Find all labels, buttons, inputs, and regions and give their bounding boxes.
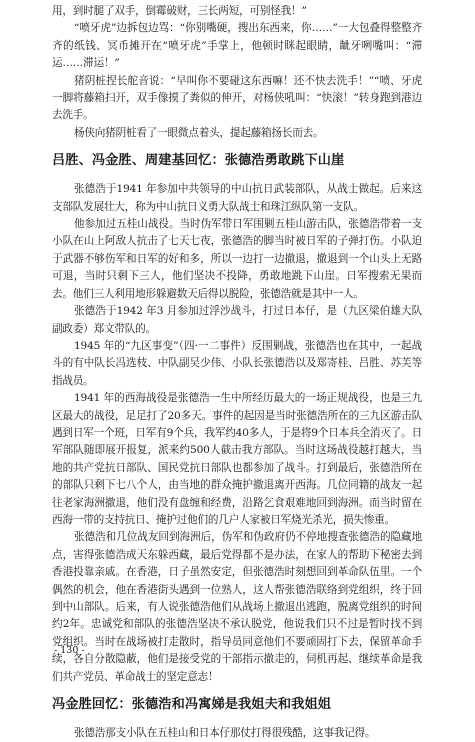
spacer <box>52 142 422 151</box>
paragraph: “喷牙虎”边拆包边骂：“你别嘴硬，搜出东西来，你……”一大包叠得整整齐齐的纸钱、冥币摊开在“喷牙虎”手掌上，他顿时眯起眼睛，龇牙咧嘴叫：“滞运……滞运！” <box>52 22 422 70</box>
section-heading: 冯金胜回忆：张德浩和冯寓娣是我姐夫和我姐姐 <box>52 697 332 713</box>
paragraph: 1945 年的“九区事变”（四·一二事件）反围剿战，张德浩也在其中，一起战斗的有中队长冯选枝、中队副吴少伟、小队长张德浩以及郑寄桂、吕胜、苏芙等指战员。 <box>52 339 422 387</box>
spacer <box>52 171 422 181</box>
paragraph: 杨侠向猪阴桩看了一眼微点着头，提起藤箱扬长而去。 <box>74 126 324 139</box>
document-page <box>52 3 422 742</box>
spacer <box>52 715 422 725</box>
paragraph: 张德浩和几位战友回到海洲后，伪军和伪政府仍不停地搜查张德浩的隐藏地点，害得张德浩成天东躲西藏，最后党得都不是办法，在家人的帮助下秘密去到香港投靠亲戚。在香港，日子虽然安定，但张德浩时刻想回到革命队伍里。一个偶然的机会，他在香港街头遇到一位熟人，这人帮张德浩联络到党组织，终于回到中山部队。后来，有人说张德浩他们从战场上撤退出逃跑，脱离党组织的时间约2年。忠诚党和部队的张德浩坚决不承认脱党，他说我们只不过是暂时找不到党组织。当时在战场被打走散时，指导员同意他们不要顽固打下去，保留革命手续，各自分散隐蔽，他们是接受党的干部指示撤走的，伺机再起、继续革命是我们共产党员、革命战士的坚定意志！ <box>52 531 422 683</box>
paragraph: 张德浩那支小队在五桂山和日本仔那仗打得很残酷，这事我记得。 <box>74 727 376 740</box>
paragraph: 张德浩于1941 年参加中共领导的中山抗日武装部队，从战士做起。后来这支部队发展壮大，称为中山抗日义勇大队战士和珠江纵队第一支队。 <box>52 183 422 213</box>
paragraph: 猪阴桩捏长舵音说：“早叫你不要碰这东西嘛！还不快去洗手！”“喷、牙虎一脚将藤箱扫开，双手像摸了粪似的伸开，对杨侠吼叫：“快滚！”转身跑到港边去洗手。 <box>52 74 422 122</box>
page-number: - 130 - <box>54 645 85 656</box>
paragraph: 用，到时腿了双手，倒霉破财，三长两短，可别怪我！” <box>52 5 307 17</box>
spacer <box>52 686 422 695</box>
paragraph: 他参加过五桂山战役。当时伪军带日军围剿五桂山游击队，张德浩带着一支小队在山上阿敌人抗击了七天七夜，张德浩的脚当时被日军的子弹打伤。小队迫于武器不够伤军和日军的好和多，所以一边打一边撤退，撤退到一个山头上无路可退，当时只剩下三人，他们坚决不投降，勇敢地跳下山崖。日军搜索无果而去。他们三人利用地形躲避数天后得以脱险，张德浩就是其中一人。 <box>52 218 422 300</box>
paragraph: 张德浩于1942 年3 月参加过浮沙战斗，打过日本仔，是（九区梁伯雄大队副政委）郑文带队的。 <box>52 305 422 335</box>
section-heading: 吕胜、冯金胜、周建基回忆：张德浩勇敢跳下山崖 <box>52 153 345 169</box>
paragraph: 1941 年的西海战役是张德浩一生中所经历最大的一场正规战役，也是三九区最大的战役，足足打了20多天。事件的起因是当时张德浩所在的三九区游击队遇到日军一个班，日军有9个兵，我军约40多人，于是将9个日本兵全消灭了。日军部队随即展开报复，派来约500人截击我方部队。当时这场战役越打越大，当地的共产党抗日部队、国民党抗日部队也都参加了战斗。打到最后，张德浩所在的部队只剩下七八个人，由当地的群众掩护撤退离开西海。几位同籍的战友一起往老家海洲撤退，他们没有盘缠和经费，沿路乞食艰难地回到海洲。而当时留在西海一带的支持抗日、掩护过他们的几户人家被日军烧光杀光，损失惨重。 <box>52 392 422 526</box>
